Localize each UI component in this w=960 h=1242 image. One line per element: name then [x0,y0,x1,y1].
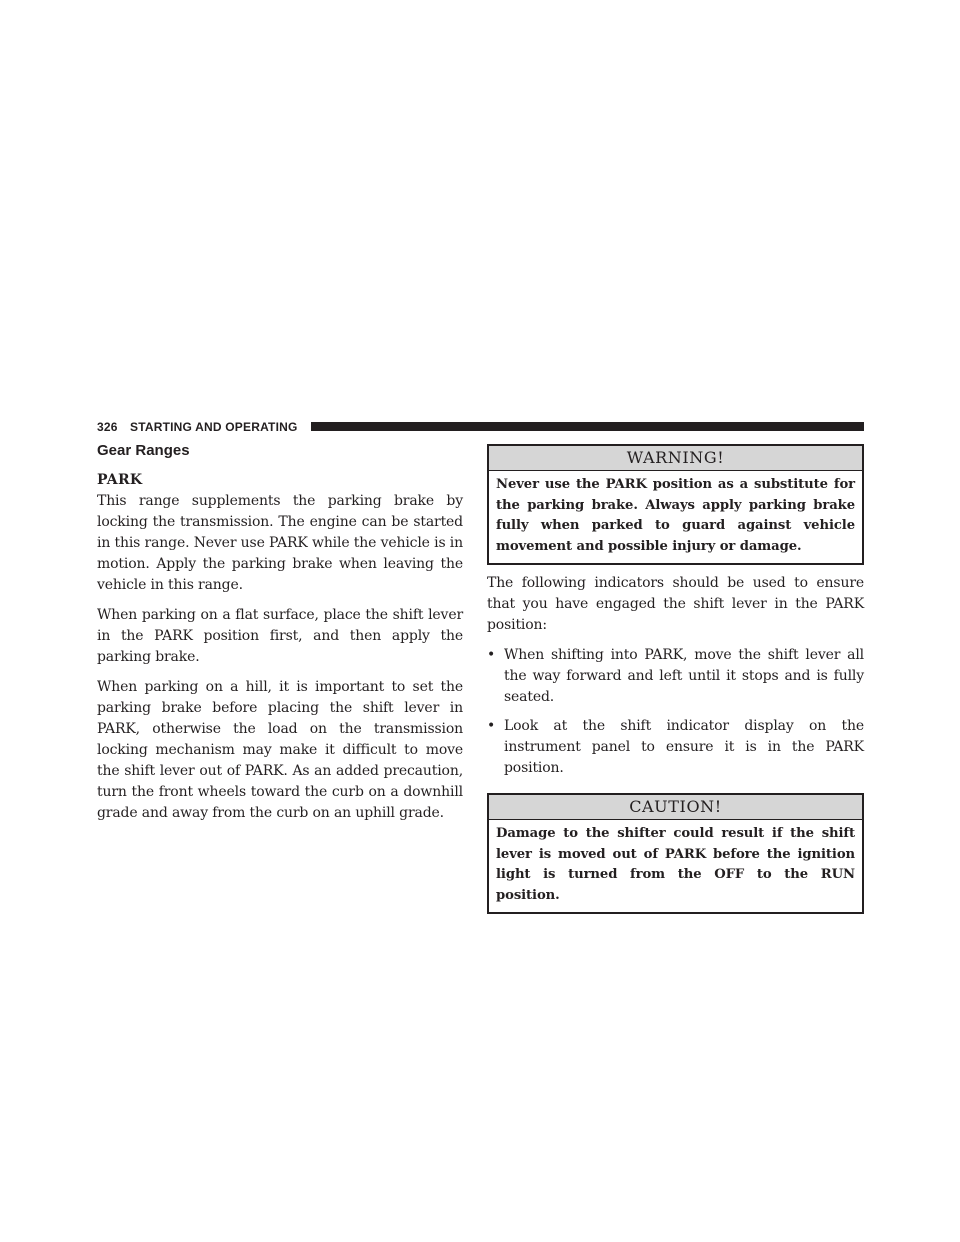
indicators-intro: The following indicators should be used to ensure that you have engaged the shift lever in the PARK position: [487,575,864,633]
page-header [97,419,864,435]
paragraph: This range supplements the parking brake by locking the transmission. The engine can be started in this range. Never use PARK while the vehicle is in motion. Apply the parking brake when leaving the vehicle in this range. [97,493,463,593]
page-number: 326 [97,420,118,434]
park-subheading: PARK [97,472,143,488]
list-item [487,716,864,779]
paragraph: When parking on a flat surface, place the shift lever in the PARK position first, and then apply the parking brake. [97,607,463,665]
caution-title: CAUTION! [489,795,862,820]
right-column [487,444,864,922]
paragraph: When parking on a hill, it is important to set the parking brake before placing the shift lever in PARK, otherwise the load on the transmission locking mechanism may make it difficult to move the shift lever out of PARK. As an added precaution, turn the front wheels toward the curb on a downhill grade and away from the curb on an uphill grade. [97,679,463,821]
left-column [97,440,463,833]
gear-ranges-heading: Gear Ranges [97,442,190,459]
list-item-text: Look at the shift indicator display on the instrument panel to ensure it is in the PARK position. [504,718,864,776]
caution-box [487,793,864,914]
list-item-text: When shifting into PARK, move the shift lever all the way forward and left until it stops and is fully seated. [504,647,864,705]
bullet-icon: • [487,718,496,734]
bullet-icon: • [487,647,496,663]
warning-box [487,444,864,565]
warning-title: WARNING! [489,446,862,471]
header-rule [311,422,864,431]
section-title: STARTING AND OPERATING [130,420,298,434]
warning-text: Never use the PARK position as a substitute for the parking brake. Always apply parking brake fully when parked to guard against vehicle movement and possible injury or damage. [496,477,855,554]
list-item [487,645,864,708]
caution-text: Damage to the shifter could result if the shift lever is moved out of PARK before the ignition light is turned from the OFF to the RUN position. [496,826,855,903]
indicator-list [487,645,864,779]
